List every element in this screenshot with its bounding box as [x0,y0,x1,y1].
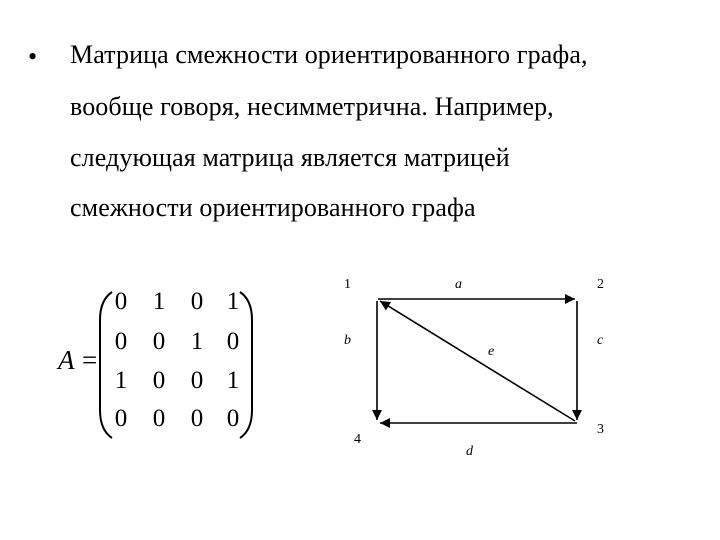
matrix-cell: 1 [226,367,240,394]
text-line-4: смежности ориентированного графа [70,193,476,222]
edge-label-d: d [466,444,473,459]
matrix-cell: 0 [190,367,204,394]
edge-label-e: e [488,344,495,359]
edge-label-c: c [597,333,604,348]
vertex-label-3: 3 [597,422,604,437]
vertex-label-2: 2 [597,277,604,292]
matrix-cell: 0 [114,288,128,315]
text-line-2: вообще говоря, несимметрична. Например, [70,92,554,121]
vertex-label-1: 1 [344,277,351,292]
edge-label-b: b [344,333,351,348]
matrix-cell: 0 [152,405,166,432]
matrix-cell: 1 [152,288,166,315]
matrix-cell: 1 [226,288,240,315]
matrix-cell: 0 [190,288,204,315]
bullet-point: • [28,42,38,71]
matrix-cell: 1 [190,328,204,355]
matrix-cell: 1 [114,367,128,394]
matrix-cell: 0 [190,405,204,432]
matrix-cell: 0 [226,405,240,432]
matrix-label: A [58,345,75,375]
edge-e [380,301,575,421]
matrix-cell: 0 [114,328,128,355]
matrix-cell: 0 [152,367,166,394]
edge-label-a: a [455,277,462,292]
matrix-cell: 0 [152,328,166,355]
directed-graph [330,270,630,470]
text-line-1: Матрица смежности ориентированного графа, [70,40,588,69]
text-line-3: следующая матрица является матрицей [70,143,510,172]
matrix-cell: 0 [114,405,128,432]
matrix-cell: 0 [226,328,240,355]
matrix-equals: = [82,345,98,375]
vertex-label-4: 4 [354,432,361,447]
